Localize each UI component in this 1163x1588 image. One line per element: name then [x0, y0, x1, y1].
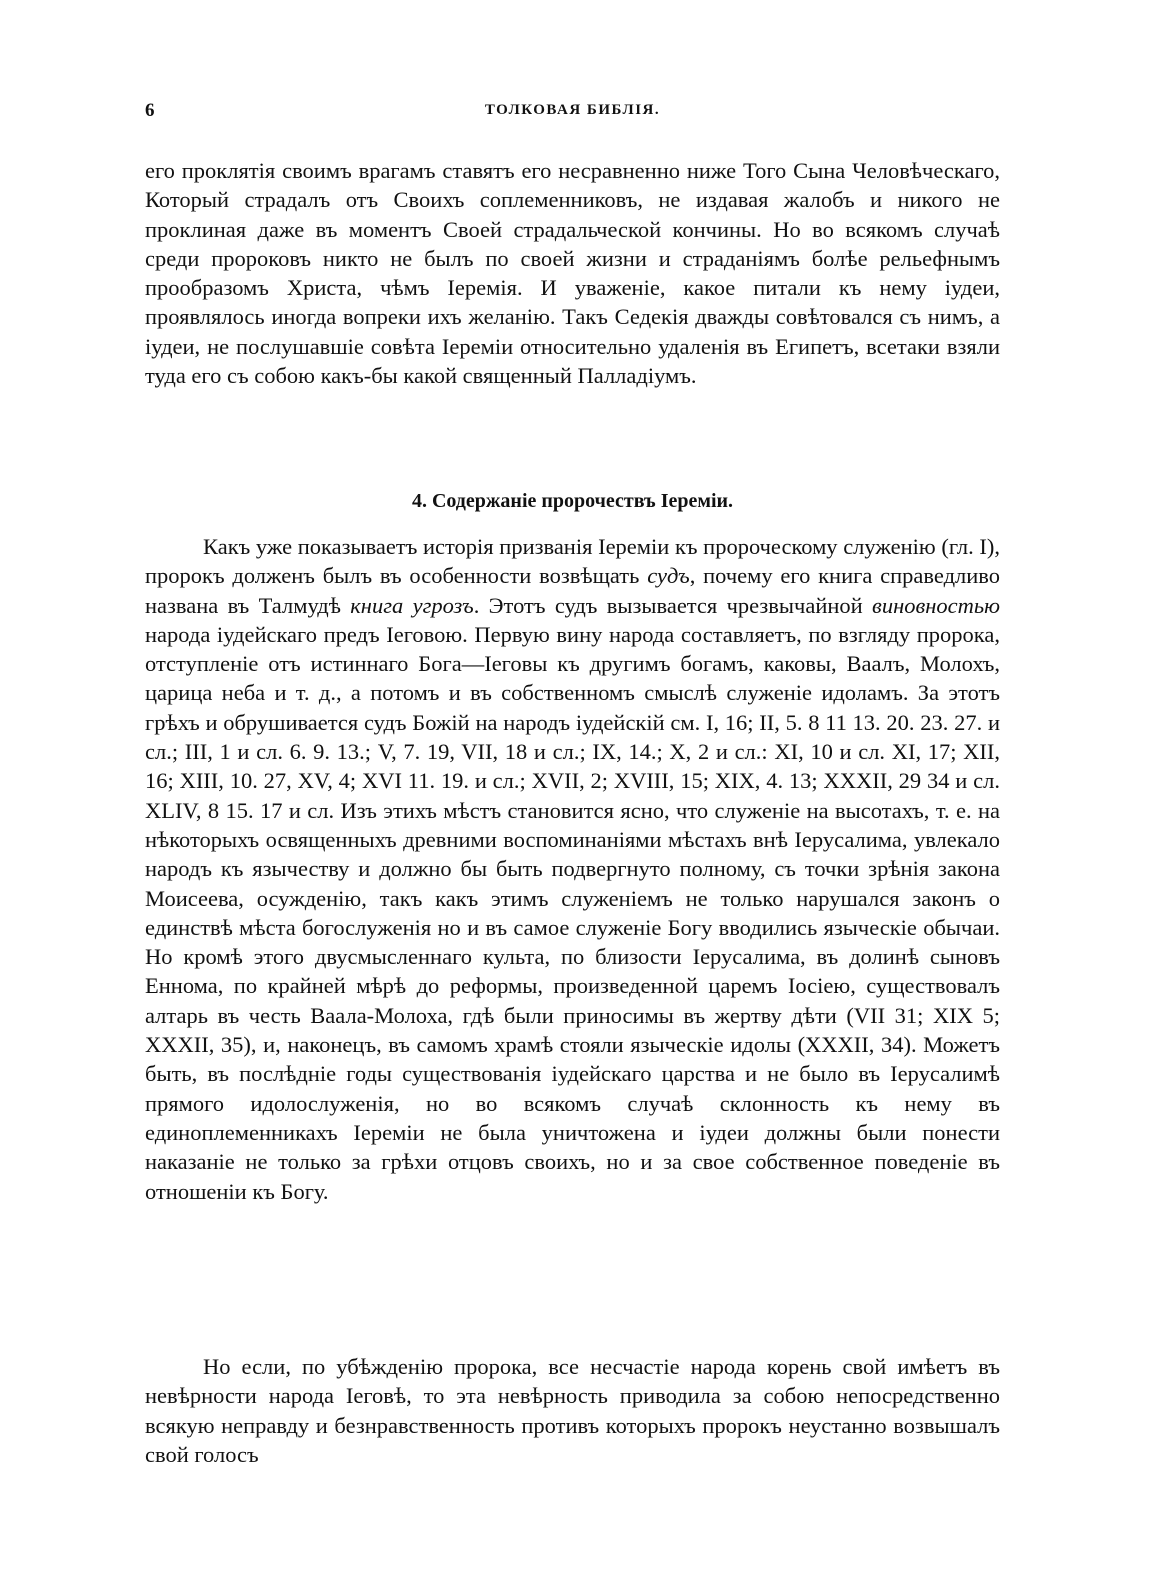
running-title: ТОЛКОВАЯ БИБЛІЯ. — [484, 102, 661, 118]
text-run: , почему его книга справедливо названа въ Талмудѣ — [145, 563, 1001, 618]
section-heading: 4. Содержаніе пророчествъ Іереміи. — [411, 490, 734, 512]
text-run: . Этотъ судъ вызывается чрезвычайной — [473, 592, 873, 618]
text-run: Какъ уже показываетъ исторія призванія Іереміи къ пророческому служенію (гл. I), пророкъ долженъ былъ въ особенности возвѣщать — [145, 534, 1000, 589]
running-head — [145, 100, 1000, 128]
paragraph-main — [145, 532, 1000, 1206]
paragraph-text: его проклятія своимъ врагамъ ставятъ его несравненно ниже Того Сына Человѣческаго, Который страдалъ отъ Своихъ соплеменниковъ, не издавая жалобъ и никого не проклиная даже въ моментъ Своей страдальческой кончины. Но во всякомъ случаѣ среди пророковъ никто не былъ по своей жизни и страданіямъ болѣе рельефнымъ прообразомъ Христа, чѣмъ Іеремія. И уваженіе, какое питали къ нему іудеи, проявлялось иногда вопреки ихъ желанію. Такъ Седекія дважды совѣтовался съ нимъ, а іудеи, не послушавшіе совѣта Іереміи относительно удаленія въ Египетъ, всетаки взяли туда его съ собою какъ-бы какой священный Палладіумъ. — [145, 158, 1000, 389]
text-run: народа іудейскаго предъ Іеговою. Первую вину народа составляетъ, по взгляду пророка, отступленіе отъ истиннаго Бога—Іеговы къ другимъ богамъ, каковы, Ваалъ, Молохъ, царица неба и т. д., а потомъ и въ собственномъ смыслѣ служеніе идоламъ. За этотъ грѣхъ и обрушивается судъ Божій на народъ іудейскій см. I, 16; II, 5. 8 11 13. 20. 23. 27. и сл.; III, 1 и сл. 6. 9. 13.; V, 7. 19, VII, 18 и сл.; IX, 14.; X, 2 и сл.: XI, 10 и сл. XI, 17; XII, 16; XIII, 10. 27, XV, 4; XVI 11. 19. и сл.; XVII, 2; XVIII, 15; XIX, 4. 13; XXXII, 29 34 и сл. XLIV, 8 15. 17 и сл. Изъ этихъ мѣстъ становится ясно, что служеніе на высотахъ, т. е. на нѣкоторыхъ освященныхъ древними воспоминаніями мѣстахъ внѣ Іерусалима, увлекало народъ къ язычеству и должно бы быть подвергнуто полному, съ точки зрѣнія закона Моисеева, осужденію, такъ какъ этимъ служеніемъ не только нарушался законъ о единствѣ мѣста богослуженія но и въ самое служеніе Богу вводились языческіе обычаи. Но кромѣ этого двусмысленнаго культа, по близости Іерусалима, въ долинѣ сыновъ Еннома, по крайней мѣрѣ до реформы, произведенной царемъ Іосіею, существовалъ алтарь въ честь Ваала-Молоха, гдѣ были приносимы въ жертву дѣти (VII 31; XIX 5; XXXII, 35), и, наконецъ, въ самомъ храмѣ стояли языческіе идолы (XXXII, 34). Можетъ быть, въ послѣдніе годы существованія іудейскаго царства и не было въ Іерусалимѣ прямого идолослуженія, но во всякомъ случаѣ склонность къ нему въ единоплеменникахъ Іереміи не была уничтожена и іудеи должны были понести наказаніе не только за грѣхи отцовъ своихъ, но и за свое собственное поведеніе въ отношеніи къ Богу. — [145, 621, 1000, 1204]
page-number: 6 — [145, 100, 155, 121]
italic-term: судъ — [647, 563, 690, 589]
paragraph-text — [145, 532, 1000, 1206]
paragraph-continuation — [145, 156, 1000, 390]
paragraph-last — [145, 1352, 1000, 1469]
italic-term: виновностью — [872, 592, 1000, 618]
italic-term: книга угрозъ — [350, 592, 474, 618]
paragraph-text: Но если, по убѣжденію пророка, все несчастіе народа корень свой имѣетъ въ невѣрности народа Іеговѣ, то эта невѣрность приводила за собою непосредственно всякую неправду и безнравственность противъ которыхъ пророкъ неустанно возвышалъ свой голосъ — [145, 1354, 1000, 1467]
